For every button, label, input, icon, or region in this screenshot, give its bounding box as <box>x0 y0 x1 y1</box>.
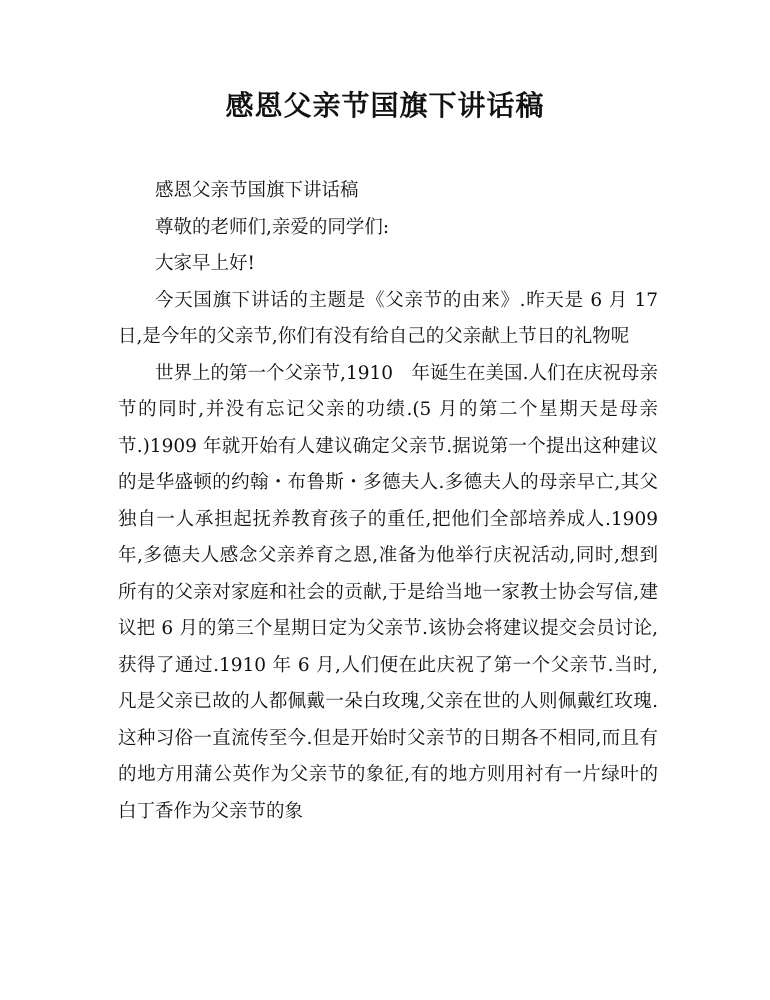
document-title: 感恩父亲节国旗下讲话稿 <box>225 89 545 122</box>
paragraph-topic: 今天国旗下讲话的主题是《父亲节的由来》.昨天是 6 月 17 日,是今年的父亲节,你们有没有给自己的父亲献上节日的礼物呢 <box>118 289 658 347</box>
paragraph-greeting: 大家早上好! <box>155 253 255 274</box>
paragraph-history: 世界上的第一个父亲节,1910 年诞生在美国.人们在庆祝母亲节的同时,并没有忘记父亲的功绩.(5 月的第二个星期天是母亲节.)1909 年就开始有人建议确定父亲节.据说第一个提出这种建议的是华盛顿的约翰・布鲁斯・多德夫人.多德夫人的母亲早亡,其父独自一人承担起抚养教育孩子的重任,把他们全部培养成人.1909 年,多德夫人感念父亲养育之恩,准备为他举行庆祝活动,同时,想到所有的父亲对家庭和社会的贡献,于是给当地一家教士协会写信,建议把 6 月的第三个星期日定为父亲节.该协会将建议提交会员讨论,获得了通过.1910 年 6 月,人们便在此庆祝了第一个父亲节.当时,凡是父亲已故的人都佩戴一朵白玫瑰,父亲在世的人则佩戴红玫瑰.这种习俗一直流传至今.但是开始时父亲节的日期各不相同,而且有的地方用蒲公英作为父亲节的象征,有的地方则用衬有一片绿叶的白丁香作为父亲节的象 <box>118 362 658 822</box>
paragraph-heading-repeat: 感恩父亲节国旗下讲话稿 <box>155 180 359 201</box>
document-body <box>118 173 658 830</box>
paragraph-salutation: 尊敬的老师们,亲爱的同学们: <box>155 216 390 238</box>
